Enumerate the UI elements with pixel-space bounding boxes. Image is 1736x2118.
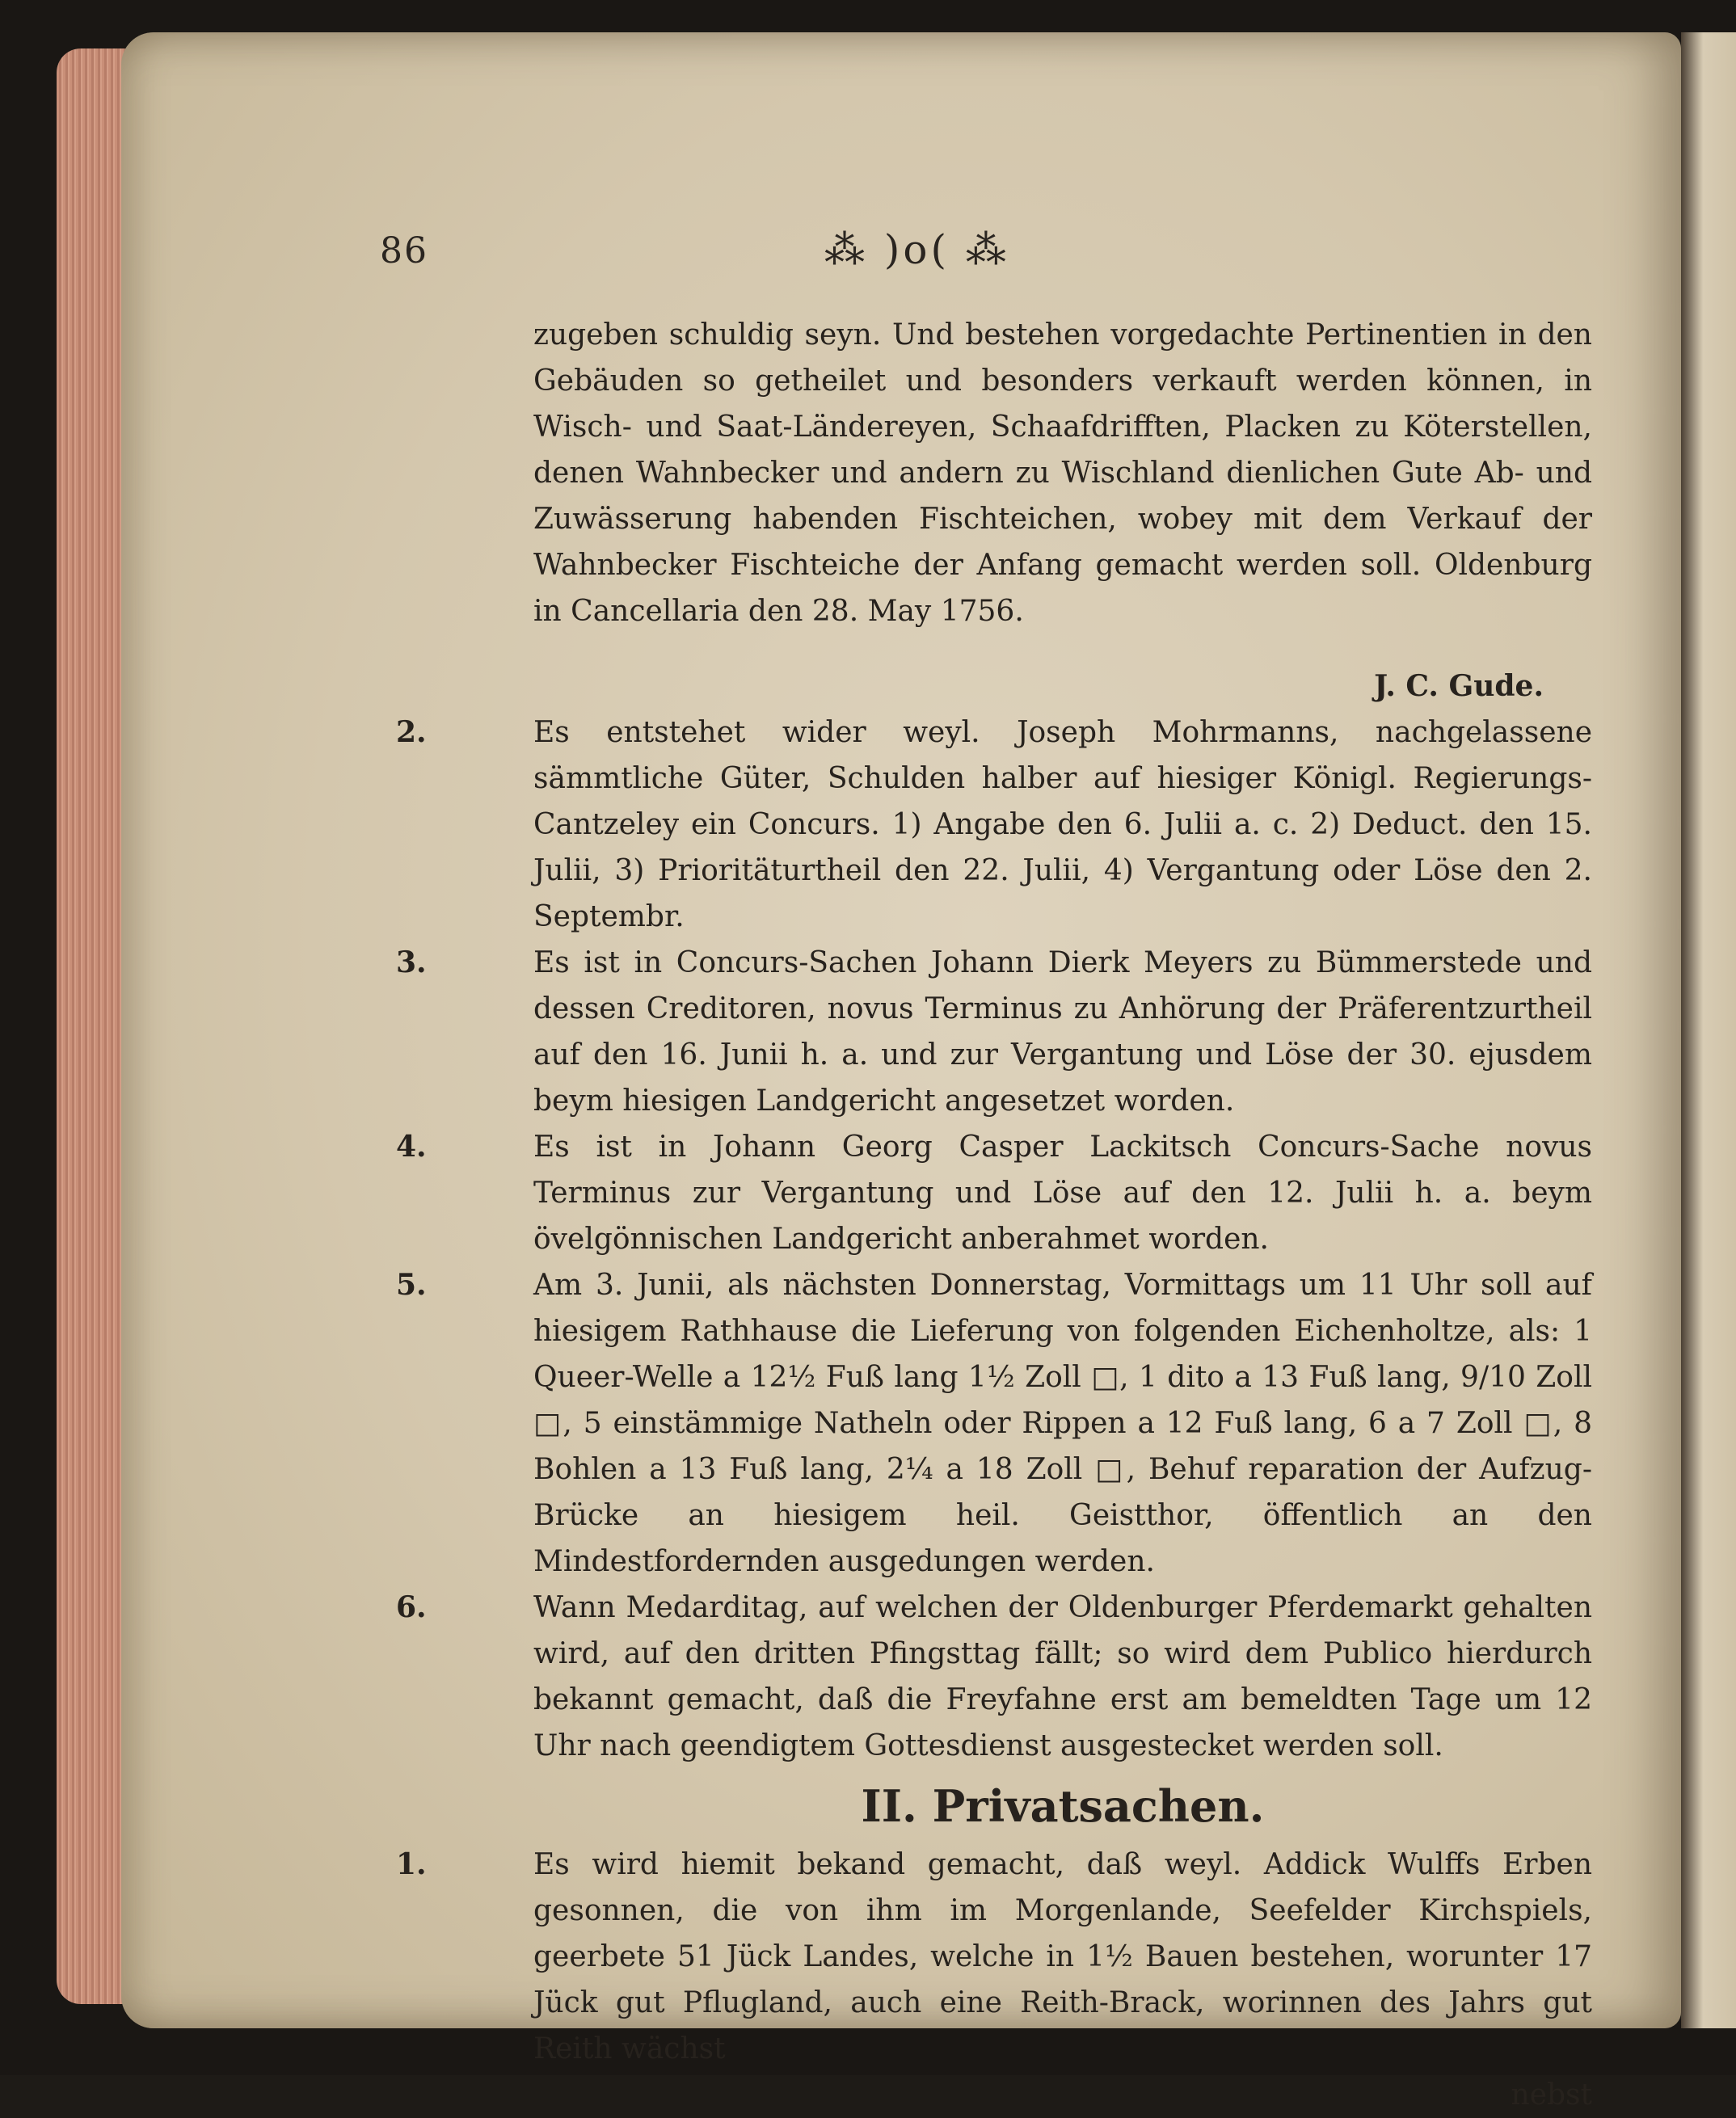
signature: J. C. Gude. bbox=[1374, 669, 1544, 703]
private-item-1 bbox=[396, 1842, 1592, 2072]
notice-item-2 bbox=[396, 710, 1592, 940]
item-text: Wann Medarditag, auf welchen der Oldenburger Pferdemarkt gehalten wird, auf den dritten Pfingsttag fällt; so wird dem Publico hierdurch bekannt gemacht, daß die Freyfahne erst am bemeldten Tage um 12 Uhr nach geendigtem Gottesdienst ausgestecket werden soll. bbox=[533, 1591, 1592, 1762]
item-number: 2. bbox=[396, 715, 427, 749]
item-number: 3. bbox=[396, 945, 427, 979]
notice-item-6 bbox=[396, 1585, 1592, 1769]
notice-item-5 bbox=[396, 1262, 1592, 1585]
facing-page-gutter bbox=[1681, 32, 1736, 2028]
item-text: Es entstehet wider weyl. Joseph Mohrmanns, nachgelassene sämmtliche Güter, Schulden halber auf hiesiger Königl. Regierungs-Cantzeley ein Concurs. 1) Angabe den 6. Julii a. c. 2) Deduct. den 15. Julii, 3) Prioritäturtheil den 22. Julii, 4) Vergantung oder Löse den 2. Septembr. bbox=[533, 716, 1592, 933]
item-number: 5. bbox=[396, 1268, 427, 1302]
catchword: nebst bbox=[1511, 2078, 1592, 2112]
item-text: Es ist in Johann Georg Casper Lackitsch Concurs-Sache novus Terminus zur Vergantung und Löse auf den 12. Julii h. a. beym övelgönnischen Landgericht anberahmet worden. bbox=[533, 1131, 1592, 1256]
book-page-edges bbox=[57, 48, 129, 2004]
item-text: Am 3. Junii, als nächsten Donnerstag, Vormittags um 11 Uhr soll auf hiesigem Rathhause die Lieferung von folgenden Eichenholtze, als: 1 Queer-Welle a 12½ Fuß lang 1½ Zoll □, 1 dito a 13 Fuß lang, 9/10 Zoll □, 5 einstämmige Natheln oder Rippen a 12 Fuß lang, 6 a 7 Zoll □, 8 Bohlen a 13 Fuß lang, 2¼ a 18 Zoll □, Behuf reparation der Aufzug-Brücke an hiesigem heil. Geistthor, öffentlich an den Mindestfordernden ausgedungen werden. bbox=[533, 1269, 1592, 1578]
item-text: Es wird hiemit bekand gemacht, daß weyl. Addick Wulffs Erben gesonnen, die von ihm im Morgenlande, Seefelder Kirchspiels, geerbete 51 Jück Landes, welche in 1½ Bauen bestehen, worunter 17 Jück gut Pflugland, auch eine Reith-Brack, worinnen des Jahrs gut Reith wächst bbox=[533, 1848, 1592, 2065]
body-text bbox=[396, 283, 1592, 2118]
running-head-ornament: ⁂ )o( ⁂ bbox=[824, 226, 1009, 273]
page-number: 86 bbox=[380, 230, 428, 272]
item-number: 4. bbox=[396, 1130, 427, 1164]
item-text: Es ist in Concurs-Sachen Johann Dierk Meyers zu Bümmerstede und dessen Creditoren, novus Terminus zu Anhörung der Präferentzurtheil auf den 16. Junii h. a. und zur Vergantung und Löse der 30. ejusdem beym hiesigen Landgericht angesetzet worden. bbox=[533, 946, 1592, 1118]
item-number: 1. bbox=[396, 1847, 427, 1881]
notice-item-4 bbox=[396, 1124, 1592, 1262]
continuation-paragraph: zugeben schuldig seyn. Und bestehen vorgedachte Pertinentien in den Gebäuden so getheilet und besonders verkauft werden können, in Wisch- und Saat-Ländereyen, Schaafdrifften, Placken zu Köterstellen, denen Wahnbecker und andern zu Wischland dienlichen Gute Ab- und Zuwässerung habenden Fischteichen, wobey mit dem Verkauf der Wahnbecker Fischteiche der Anfang gemacht werden soll. Oldenburg in Cancellaria den 28. May 1756. bbox=[533, 318, 1592, 628]
notice-item-3 bbox=[396, 940, 1592, 1124]
section-heading: II. Privatsachen. bbox=[861, 1780, 1265, 1832]
item-number: 6. bbox=[396, 1590, 427, 1624]
